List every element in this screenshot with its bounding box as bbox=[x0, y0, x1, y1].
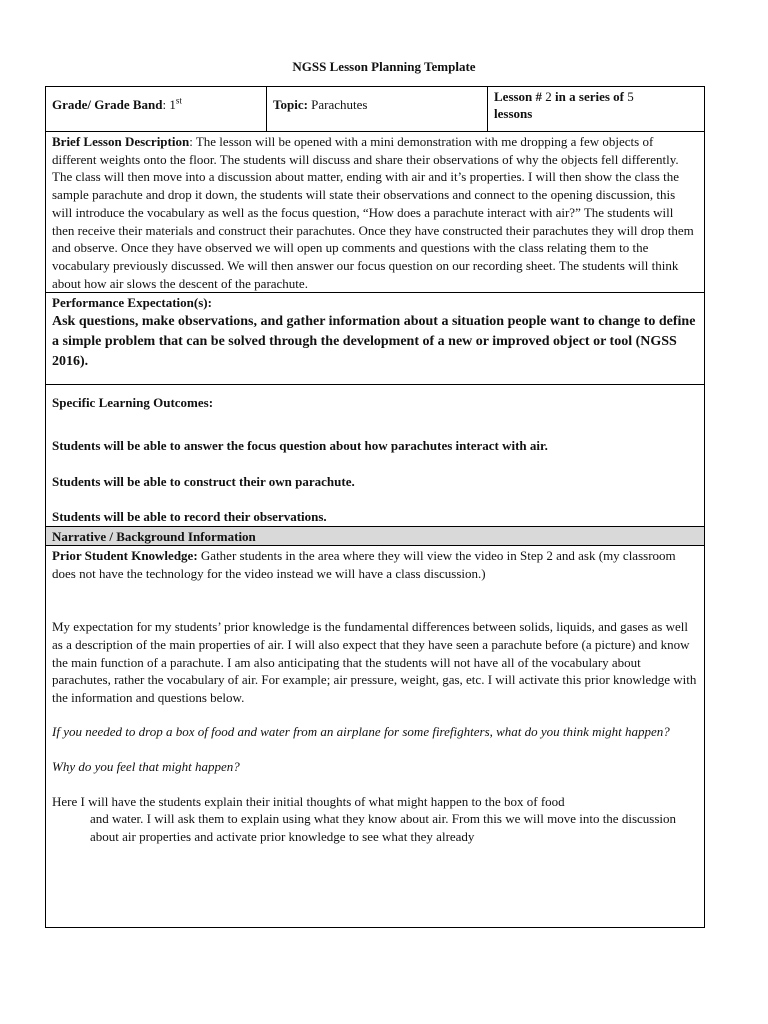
question-two: Why do you feel that might happen? bbox=[52, 759, 240, 775]
header-row bbox=[46, 87, 705, 132]
outcomes-row bbox=[46, 385, 705, 526]
lesson-number: 2 bbox=[545, 89, 552, 104]
lesson-series-label: in a series of bbox=[551, 89, 628, 104]
closing-continued: and water. I will ask them to explain using what they know about air. From this we will move into the discussion about air properties and activate prior knowledge to see what they already bbox=[90, 811, 677, 844]
document-title: NGSS Lesson Planning Template bbox=[292, 59, 476, 74]
prior-knowledge-row bbox=[46, 546, 705, 928]
outcomes-label: Specific Learning Outcomes: bbox=[52, 395, 214, 411]
prior-label: Prior Student Knowledge: bbox=[52, 548, 198, 564]
lesson-total: 5 bbox=[627, 89, 634, 104]
outcome-item: Students will be able to record their observations. bbox=[52, 509, 327, 525]
description-cell bbox=[46, 132, 705, 293]
grade-cell bbox=[46, 87, 267, 132]
grade-value: : 1 bbox=[162, 97, 176, 112]
outcome-item: Students will be able to construct their own parachute. bbox=[52, 473, 355, 489]
performance-text: Ask questions, make observations, and gather information about a situation people want to change to define a simple problem that can be solved through the development of a new or improved object or tool (NGSS 2016). bbox=[52, 313, 696, 369]
closing-paragraph bbox=[52, 793, 698, 811]
lesson-plan-table bbox=[45, 86, 705, 928]
topic-label: Topic: bbox=[273, 97, 308, 112]
outcomes-cell bbox=[46, 385, 705, 526]
expectation-paragraph: My expectation for my students’ prior knowledge is the fundamental differences between solids, liquids, and gases as well as a description of the main properties of air. I will also expect that they have seen a parachute before (a picture) and know the main function of a parachute. I am also anticipating that the students will not have all of the vocabulary about parachutes, rather the vocabulary of air. For example; air pressure, weight, gas, etc. I will activate this prior knowledge with the information and questions below. bbox=[52, 619, 697, 705]
grade-suffix: st bbox=[175, 95, 182, 106]
lesson-end-label: lessons bbox=[494, 106, 533, 121]
lesson-cell bbox=[488, 87, 705, 132]
performance-cell bbox=[46, 293, 705, 385]
narrative-label: Narrative / Background Information bbox=[46, 526, 705, 546]
description-label: Brief Lesson Description bbox=[52, 134, 190, 149]
description-row bbox=[46, 132, 705, 293]
performance-label: Performance Expectation(s): bbox=[52, 295, 212, 311]
description-text: : The lesson will be opened with a mini demonstration with me dropping a few objects of different weights onto the floor. The students will discuss and share their observations of why the objects fell differently. The class will then move into a discussion about matter, ending with air and it’s properties. I will then show the class the sample parachute and drop it down, the students will state their observations and connect to the opening discussion, this will introduce the vocabulary as well as the focus question, “How does a parachute interact with air?” The students will then receive their materials and construct their parachutes. Once they have constructed their parachutes they will drop them and observe. Once they have observed we will open up comments and questions with the class relating them to the vocabulary previously discussed. We will then answer our focus question on our recording sheet. The students will think about how air slows the descent of the parachute. bbox=[52, 134, 694, 291]
prior-text: Gather students in the area where they will view the video in Step 2 and ask (my classroom does not have the technology for the video instead we will have a class discussion.) bbox=[52, 548, 676, 581]
grade-label: Grade/ Grade Band bbox=[52, 97, 163, 112]
prior-knowledge-cell bbox=[46, 546, 705, 928]
performance-row bbox=[46, 293, 705, 385]
prior-paragraph bbox=[52, 547, 698, 582]
topic-cell bbox=[267, 87, 488, 132]
closing-first-line: Here I will have the students explain their initial thoughts of what might happen to the box of food bbox=[52, 793, 565, 809]
topic-value: Parachutes bbox=[307, 97, 368, 112]
narrative-header-row bbox=[46, 526, 705, 546]
outcome-item: Students will be able to answer the focus question about how parachutes interact with air. bbox=[52, 437, 548, 453]
lesson-label: Lesson # bbox=[494, 89, 546, 104]
question-one: If you needed to drop a box of food and water from an airplane for some firefighters, what do you think might happen? bbox=[52, 724, 670, 740]
